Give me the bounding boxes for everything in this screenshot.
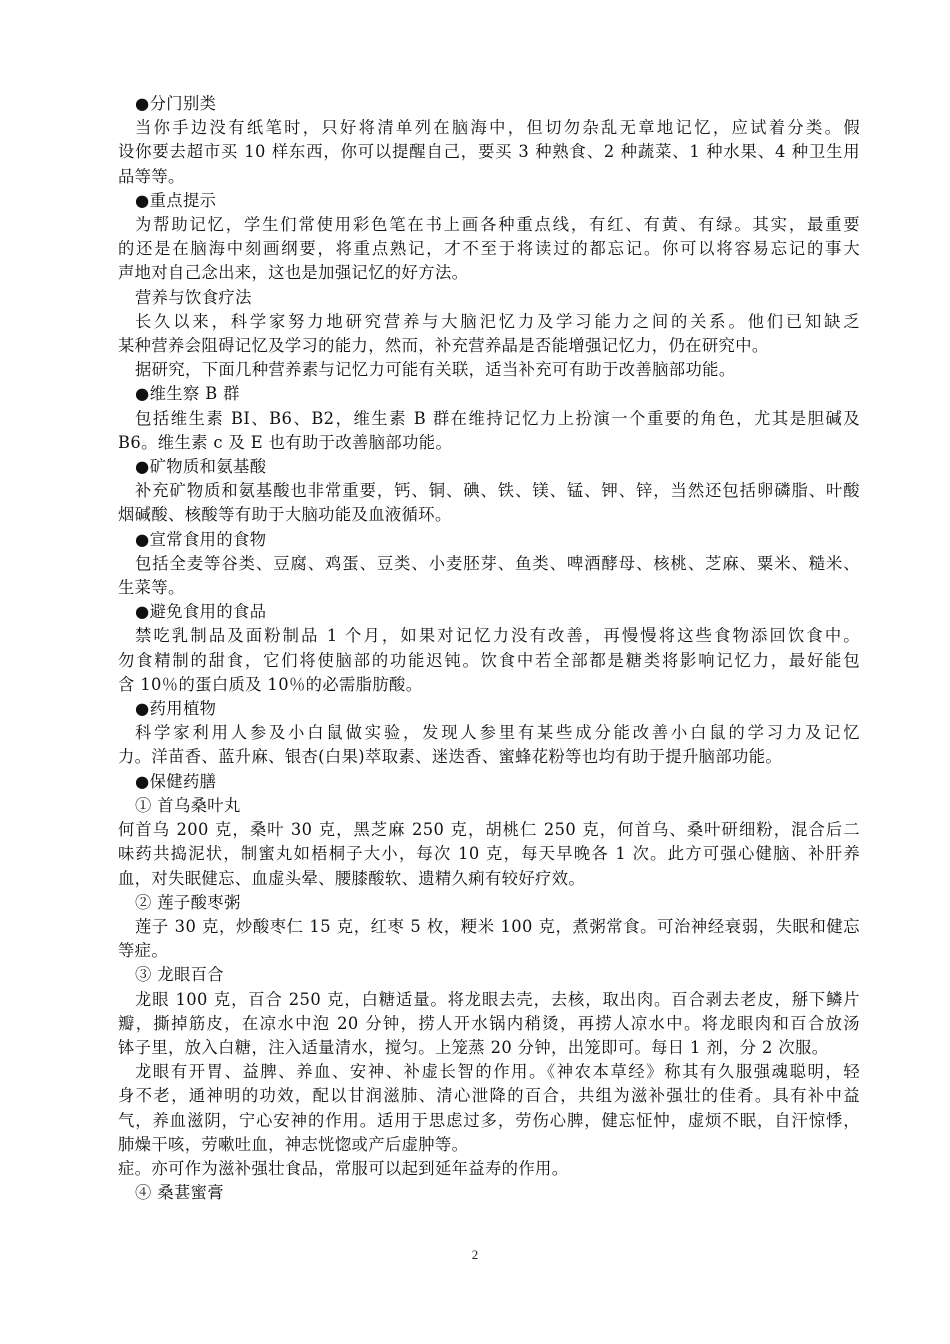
text-line: 的还是在脑海中刻画纲要，将重点熟记，才不至于将读过的都忘记。你可以将容易忘记的事大 [118, 239, 860, 259]
text-line: 症。亦可作为滋补强壮食品，常服可以起到延年益寿的作用。 [118, 1158, 569, 1178]
page-number: 2 [471, 1247, 479, 1262]
text-line: 某种营养会阻碍记忆及学习的能力，然而，补充营养晶是否能增强记忆力，仍在研究中。 [118, 336, 769, 356]
section-heading: ●矿物质和氨基酸 [135, 457, 267, 477]
text-line: 科学家利用人参及小白鼠做实验，发现人参里有某些成分能改善小白鼠的学习力及记忆 [135, 723, 860, 743]
section-heading: ●重点提示 [135, 190, 217, 210]
text-line: 含 10％的蛋白质及 10％的必需脂肪酸。 [118, 674, 423, 694]
text-line: 生菜等。 [118, 578, 185, 598]
section-heading: 据研究，下面几种营养素与记忆力可能有关联，适当补充可有助于改善脑部功能。 [135, 360, 736, 380]
text-line: 包括维生素 BI、B6、B2，维生素 B 群在维持记忆力上扮演一个重要的角色，尤其是胆碱及 [135, 408, 860, 428]
section-heading: ●维生察 B 群 [135, 384, 240, 404]
text-line: 声地对自己念出来，这也是加强记忆的好方法。 [118, 263, 469, 283]
section-heading: 营养与饮食疗法 [135, 287, 252, 307]
text-line: 身不老，通神明的功效，配以甘润滋肺、清心泄降的百合，共组为滋补强壮的佳肴。具有补中益 [118, 1086, 860, 1106]
text-line: 气，养血滋阴，宁心安神的作用。适用于思虑过多，劳伤心脾，健忘怔忡，虚烦不眠，自汗惊悸， [118, 1110, 860, 1130]
section-heading: ●宣常食用的食物 [135, 529, 267, 549]
text-line: 包括全麦等谷类、豆腐、鸡蛋、豆类、小麦胚芽、鱼类、啤酒酵母、核桃、芝麻、粟米、糙米、 [135, 553, 860, 573]
text-line: 龙眼有开胃、益脾、养血、安神、补虚长智的作用。《神农本草经》称其有久服强魂聪明，轻 [135, 1062, 860, 1082]
text-line: 禁吃乳制品及面粉制品 1 个月，如果对记忆力没有改善，再慢慢将这些食物添回饮食中。 [135, 626, 860, 646]
text-line: 力。洋苗香、蓝升麻、银杏(白果)萃取素、迷迭香、蜜蜂花粉等也均有助于提升脑部功能。 [118, 747, 783, 767]
section-heading: ●分门别类 [135, 94, 217, 113]
text-line: 品等等。 [118, 166, 185, 186]
section-heading: ④ 桑葚蜜膏 [135, 1183, 224, 1203]
section-heading: ●保健药膳 [135, 771, 217, 791]
text-line: 等症。 [118, 941, 169, 961]
section-heading: ② 莲子酸枣粥 [135, 892, 241, 912]
text-line: 肺燥干咳，劳嗽吐血，神志恍惚或产后虚肿等。 [118, 1134, 469, 1154]
text-line: B6。维生素 c 及 E 也有助于改善脑部功能。 [118, 432, 453, 452]
text-line: 烟碱酸、核酸等有助于大脑功能及血液循环。 [118, 505, 452, 525]
text-line: 为帮助记忆，学生们常使用彩色笔在书上画各种重点线，有红、有黄、有绿。其实，最重要 [135, 215, 860, 235]
section-heading: ●药用植物 [135, 699, 217, 719]
section-heading: ●避免食用的食品 [135, 602, 267, 622]
document-body [118, 92, 860, 1205]
text-line: 当你手边没有纸笔时，只好将清单列在脑海中，但切勿杂乱无章地记忆，应试着分类。假 [135, 118, 860, 138]
text-line: 长久以来，科学家努力地研究营养与大脑汜忆力及学习能力之间的关系。他们已知缺乏 [135, 311, 860, 331]
text-line: 勿食精制的甜食，它们将使脑部的功能迟钝。饮食中若全部都是糖类将影响记忆力，最好能包 [118, 650, 860, 670]
section-heading: ① 首乌桑叶丸 [135, 795, 241, 815]
text-line: 莲子 30 克，炒酸枣仁 15 克，红枣 5 枚，粳米 100 克，煮粥常食。可治神经衰弱，失眠和健忘 [135, 916, 860, 936]
text-line: 味药共捣泥状，制蜜丸如梧桐子大小，每次 10 克，每天早晚各 1 次。此方可强心健脑、补肝养 [118, 844, 860, 864]
section-heading: ③ 龙眼百合 [135, 965, 224, 985]
text-line: 钵子里，放入白糖，注入适量清水，搅匀。上笼蒸 20 分钟，出笼即可。每日 1 剂，分 2 次服。 [118, 1037, 829, 1057]
text-line: 龙眼 100 克，百合 250 克，白糖适量。将龙眼去壳，去核，取出肉。百合剥去老皮，掰下鳞片 [135, 989, 860, 1009]
text-line: 补充矿物质和氨基酸也非常重要，钙、铜、碘、铁、镁、锰、钾、锌，当然还包括卵磷脂、叶酸 [135, 481, 860, 501]
text-line: 瓣，撕掉筋皮，在凉水中泡 20 分钟，捞人开水锅内稍烫，再捞人凉水中。将龙眼肉和百合放汤 [118, 1013, 860, 1033]
text-line: 何首乌 200 克，桑叶 30 克，黑芝麻 250 克，胡桃仁 250 克，何首乌、桑叶研细粉，混合后二 [118, 820, 860, 840]
text-line: 血，对失眠健忘、血虚头晕、腰膝酸软、遗精久痢有较好疗效。 [118, 868, 586, 888]
text-line: 设你要去超市买 10 样东西，你可以提醒自己，要买 3 种熟食、2 种蔬菜、1 种水果、4 种卫生用 [118, 142, 860, 162]
